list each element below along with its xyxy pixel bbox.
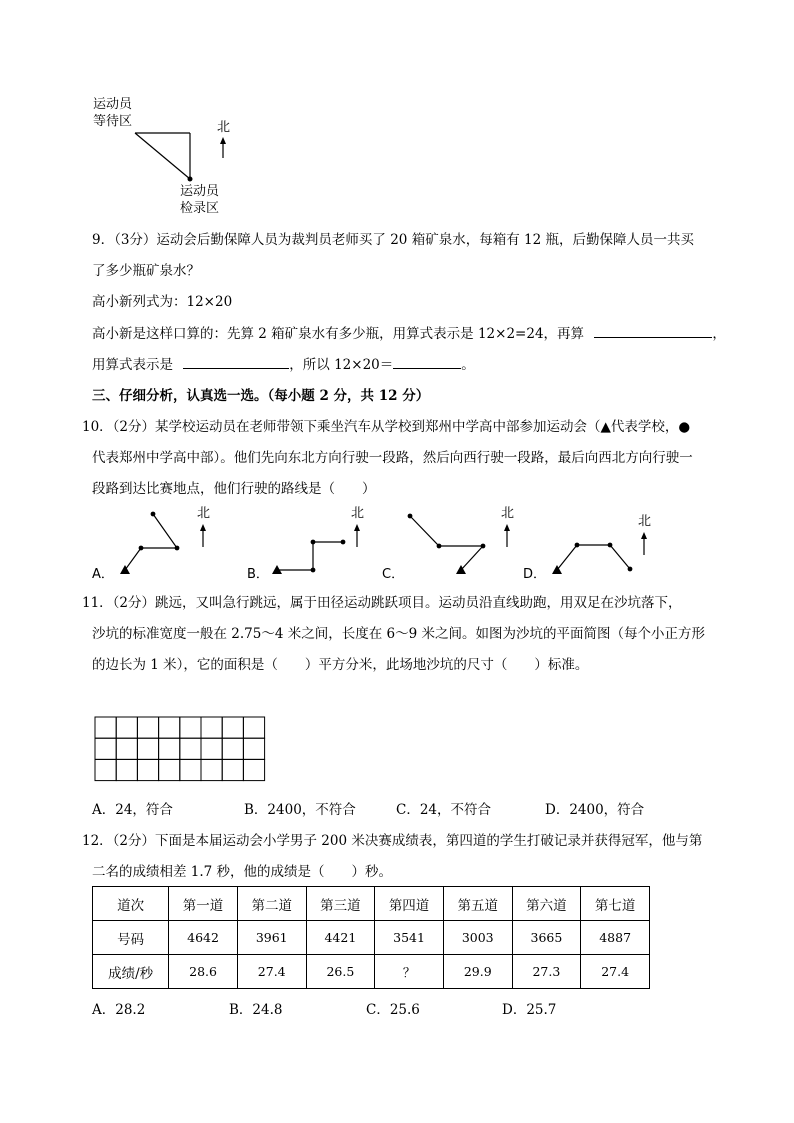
- table-cell: 26.5: [306, 955, 375, 989]
- table-header-cell: 第三道: [306, 887, 375, 921]
- sandpit-grid: [94, 716, 268, 782]
- grid-square: [222, 759, 243, 780]
- turn-point-d1: [575, 543, 580, 548]
- table-cell: 4887: [581, 921, 650, 955]
- grid-square: [95, 738, 116, 759]
- q10-line1: 10．（2分）某学校运动员在老师带领下乘坐汽车从学校到郑州中学高中部参加运动会（▲代表学校，●: [82, 419, 691, 435]
- table-cell: 4421: [306, 921, 375, 955]
- grid-square: [222, 738, 243, 759]
- q10-option-a-label[interactable]: A．: [92, 567, 114, 582]
- q11-option-c[interactable]: C．24，不符合: [396, 802, 492, 818]
- table-cell: 3541: [375, 921, 444, 955]
- table-header-cell: 第四道: [375, 887, 444, 921]
- waiting-area-label-2: 等待区: [93, 114, 133, 129]
- north-label-c: 北: [501, 506, 515, 521]
- north-label-a: 北: [197, 506, 211, 521]
- table-cell: 27.4: [237, 955, 306, 989]
- grid-square: [116, 759, 137, 780]
- q10-line3: 段路到达比赛地点，他们行驶的路线是（ ）: [92, 481, 376, 497]
- q9-blank-3[interactable]: [393, 354, 461, 369]
- table-cell: 3003: [443, 921, 512, 955]
- table-header-row: [93, 887, 650, 921]
- q12-line1: 12．（2分）下面是本届运动会小学男子 200 米决赛成绩表，第四道的学生打破记录并获得冠军，他与第: [82, 833, 703, 849]
- route-diagonal-segment: [135, 133, 190, 179]
- check-area-label-1: 运动员: [180, 184, 220, 199]
- destination-point-c: [408, 514, 413, 519]
- grid-square: [116, 738, 137, 759]
- grid-square: [180, 759, 201, 780]
- q12-option-d[interactable]: D．25.7: [502, 1002, 557, 1018]
- turn-point-b2: [311, 540, 316, 545]
- grid-square: [180, 717, 201, 738]
- north-arrowhead-icon-d: [641, 532, 647, 539]
- grid-square: [243, 759, 264, 780]
- table-cell: 27.4: [581, 955, 650, 989]
- q11-line2: 沙坑的标准宽度一般在 2.75～4 米之间，长度在 6～9 米之间。如图为沙坑的平面简图（每个小正方形: [92, 626, 705, 642]
- q11-line3: 的边长为 1 米），它的面积是（ ）平方分米，此场地沙坑的尺寸（ ）标准。: [92, 657, 589, 673]
- turn-point-a2: [175, 546, 180, 551]
- q10-line2: 代表郑州中学高中部）。他们先向东北方向行驶一段路，然后向西行驶一段路，最后向西北方向行驶一: [92, 450, 693, 466]
- table-cell: 号码: [93, 921, 169, 955]
- north-label: 北: [217, 120, 231, 135]
- table-cell: 3665: [512, 921, 581, 955]
- q11-option-b[interactable]: B．2400，不符合: [244, 802, 356, 818]
- table-header-cell: 道次: [93, 887, 169, 921]
- north-arrowhead-icon: [220, 137, 226, 144]
- table-header-cell: 第六道: [512, 887, 581, 921]
- q9-blank-1[interactable]: [594, 323, 712, 338]
- north-label-b: 北: [351, 506, 365, 521]
- table-row-number: [93, 921, 650, 955]
- turn-point-b1: [311, 568, 316, 573]
- grid-square: [137, 759, 158, 780]
- grid-square: [201, 738, 222, 759]
- q8-route-figure: [85, 92, 255, 220]
- turn-point-c2: [437, 544, 442, 549]
- table-cell: ？: [375, 955, 444, 989]
- check-area-label-2: 检录区: [180, 201, 220, 216]
- route-c: [410, 516, 483, 570]
- grid-square: [243, 717, 264, 738]
- q9-calc-line2: [92, 353, 475, 373]
- grid-square: [116, 717, 137, 738]
- q9-calc-comma: ，: [712, 326, 726, 342]
- north-arrowhead-icon-b: [354, 524, 360, 531]
- q12-option-b[interactable]: B．24.8: [229, 1002, 283, 1018]
- north-arrowhead-icon-c: [504, 524, 510, 531]
- grid-square: [201, 717, 222, 738]
- q12-option-c[interactable]: C．25.6: [366, 1002, 420, 1018]
- destination-point-d: [628, 567, 633, 572]
- table-cell: 3961: [237, 921, 306, 955]
- grid-square: [159, 759, 180, 780]
- q9-stem-line1: 9．（3分）运动会后勤保障人员为裁判员老师买了 20 箱矿泉水，每箱有 12 瓶，后勤保障人员一共买: [92, 232, 694, 248]
- table-header-cell: 第七道: [581, 887, 650, 921]
- destination-point-a: [151, 512, 156, 517]
- grid-square: [95, 717, 116, 738]
- turn-point-a1: [139, 546, 144, 551]
- results-table: [92, 886, 650, 989]
- route-a: [125, 514, 177, 570]
- q9-blank-2[interactable]: [183, 354, 289, 369]
- table-header-cell: 第二道: [237, 887, 306, 921]
- q9-so-label: ，所以 12×20＝: [289, 357, 394, 373]
- table-cell: 4642: [169, 921, 238, 955]
- table-header-cell: 第五道: [443, 887, 512, 921]
- grid-square: [137, 738, 158, 759]
- waiting-area-label-1: 运动员: [93, 97, 133, 112]
- q11-option-a[interactable]: A．24，符合: [92, 802, 173, 818]
- table-header-cell: 第一道: [169, 887, 238, 921]
- q9-calc-text: 高小新是这样口算的：先算 2 箱矿泉水有多少瓶，用算式表示是 12×2=24，再算: [92, 326, 585, 342]
- grid-square: [222, 717, 243, 738]
- q9-period: 。: [461, 357, 475, 373]
- q12-option-a[interactable]: A．28.2: [92, 1002, 146, 1018]
- q11-option-d[interactable]: D．2400，符合: [545, 802, 645, 818]
- table-cell: 成绩/秒: [93, 955, 169, 989]
- q9-stem-line2: 了多少瓶矿泉水？: [92, 263, 200, 279]
- turn-point-d2: [608, 543, 613, 548]
- route-b: [277, 542, 343, 570]
- destination-point-b: [341, 540, 346, 545]
- table-cell: 27.3: [512, 955, 581, 989]
- grid-square: [243, 738, 264, 759]
- q12-line2: 二名的成绩相差 1.7 秒，他的成绩是（ ）秒。: [92, 864, 393, 880]
- q9-expr-label: 用算式表示是: [92, 357, 173, 373]
- grid-square: [159, 738, 180, 759]
- route-d: [557, 545, 630, 570]
- q11-line1: 11．（2分）跳远，又叫急行跳远，属于田径运动跳跃项目。运动员沿直线助跑，用双足在沙坑落下，: [82, 595, 682, 611]
- table-row-score: [93, 955, 650, 989]
- grid-square: [201, 759, 222, 780]
- q10-option-c-label[interactable]: C．: [382, 567, 405, 582]
- q10-option-b-label[interactable]: B．: [247, 567, 269, 582]
- turn-point-c1: [481, 544, 486, 549]
- grid-square: [180, 738, 201, 759]
- q10-option-d-label[interactable]: D．: [523, 567, 547, 582]
- grid-square: [159, 717, 180, 738]
- table-cell: 28.6: [169, 955, 238, 989]
- north-label-d: 北: [638, 514, 652, 529]
- q10-options-figure: [85, 500, 665, 585]
- q9-formula: 高小新列式为：12×20: [92, 294, 233, 310]
- grid-square: [137, 717, 158, 738]
- section3-title: 三、仔细分析，认真选一选。（每小题 2 分，共 12 分）: [92, 388, 430, 404]
- north-arrowhead-icon-a: [200, 524, 206, 531]
- check-area-point: [188, 177, 193, 182]
- grid-square: [95, 759, 116, 780]
- table-cell: 29.9: [443, 955, 512, 989]
- q9-calc-line1: [92, 322, 726, 342]
